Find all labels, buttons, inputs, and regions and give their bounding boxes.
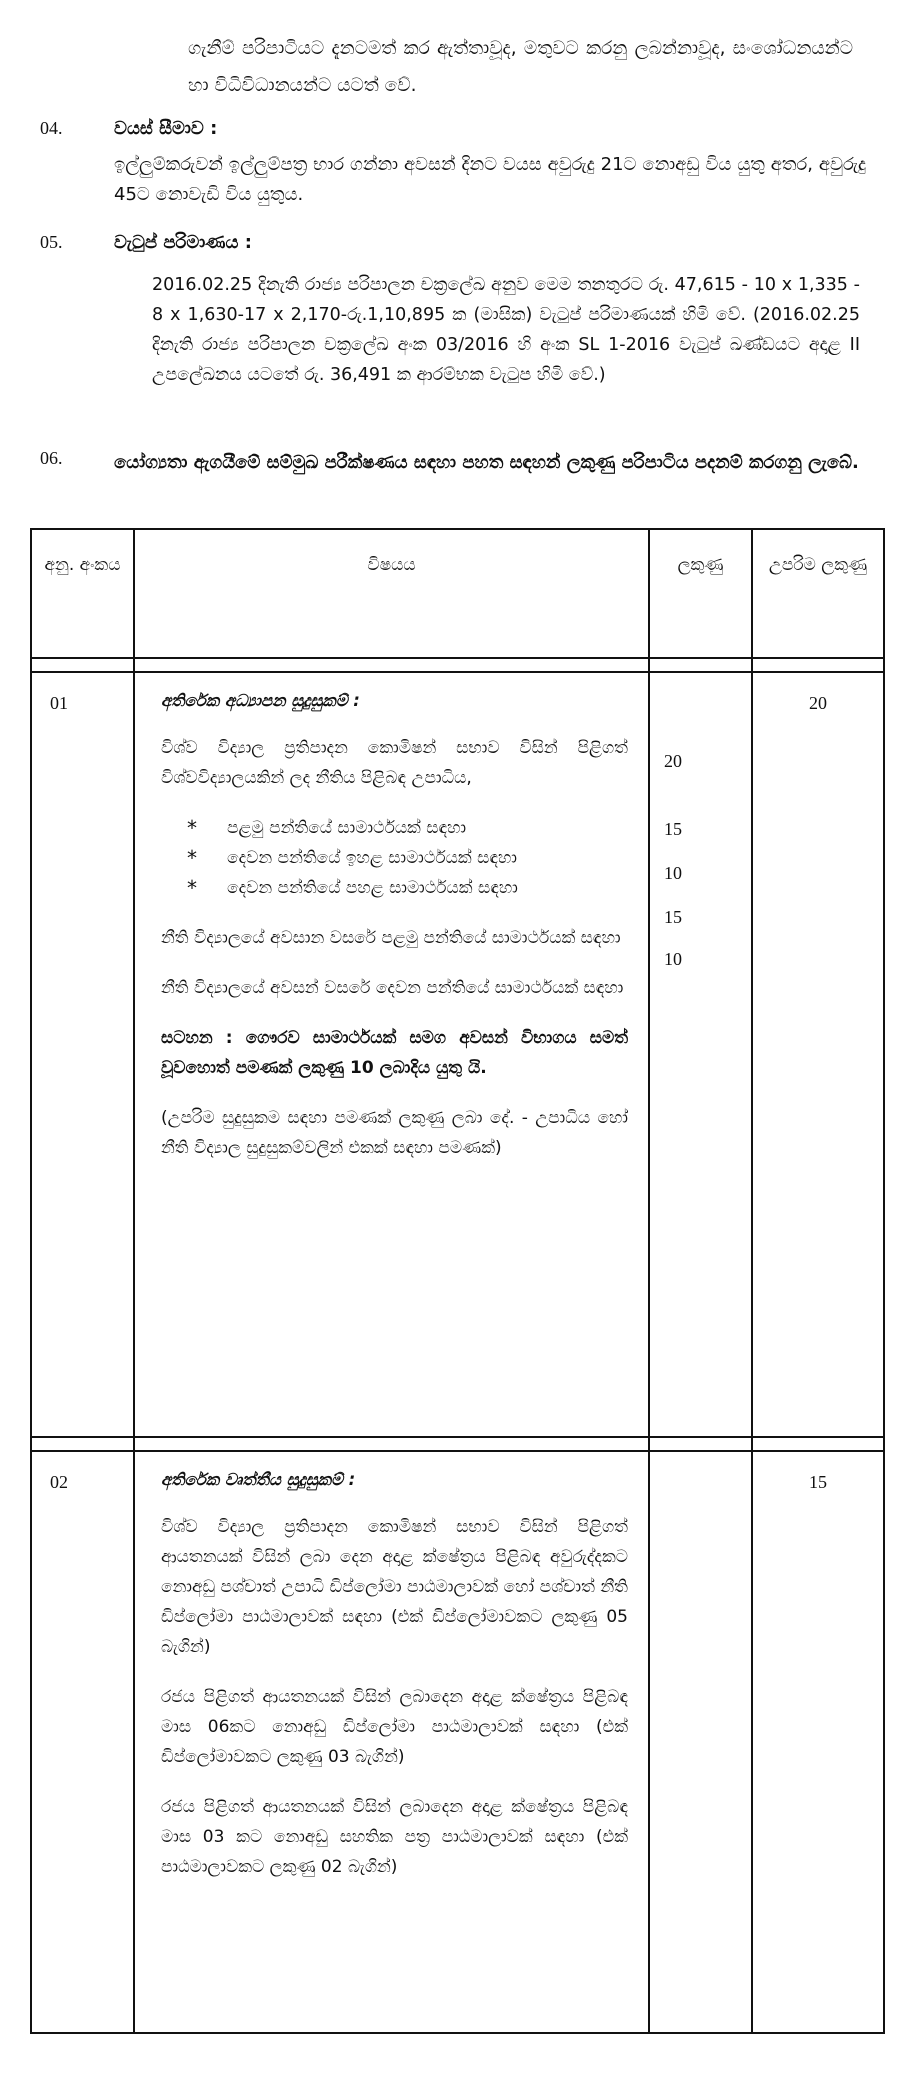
section-salary-scale <box>40 232 870 422</box>
section-age-limit <box>40 118 870 218</box>
section-interview-scheme <box>40 448 870 518</box>
header-subject: විෂයය <box>134 529 649 658</box>
mark-value: 10 <box>664 949 682 969</box>
intro-paragraph: ගැනීම් පරිපාටියට දැනටමත් කර ඇත්තාවූද, මතුවට කරනු ලබන්නාවූද, සංශෝධනයන්ට හා විධිවිධානයන්ට යටත් වේ. <box>188 38 853 96</box>
row-paragraph: රජය පිළිගත් ආයතනයක් විසින් ලබාදෙන අදාළ ක්ෂේත්‍රය පිළිබඳ මාස 03 කට නොඅඩු සහතික පත්‍ර පාඨමාලාවක් සඳහා (එක් පාඨමාලාවකට ලකුණු 02 බැගින්) <box>161 1797 628 1877</box>
bullet-list <box>161 813 628 903</box>
header-serial-no: අනු. අංකය <box>31 529 134 658</box>
mark-value: 15 <box>664 907 682 927</box>
table-row <box>31 672 884 1437</box>
row-max-marks: 20 <box>752 672 884 1437</box>
row-marks <box>649 672 752 1437</box>
row-heading: අතිරේක වෘත්තීය සුදුසුකම් : <box>161 1470 356 1489</box>
row-serial-no: 01 <box>31 672 134 1437</box>
row-subject <box>134 1451 649 2033</box>
section-number: 04. <box>40 118 63 138</box>
header-marks: ලකුණු <box>649 529 752 658</box>
table-row <box>31 1451 884 2033</box>
section-title: වයස් සීමාව : <box>114 118 218 139</box>
row-paragraph: නීති විද්‍යාලයේ අවසන් වසරේ දෙවන පන්තියේ සාමාර්ථයක් සඳහා <box>161 978 624 998</box>
section-number: 05. <box>40 232 63 252</box>
row-subject <box>134 672 649 1437</box>
mark-value: 20 <box>664 751 682 771</box>
section-body: ඉල්ලුම්කරුවන් ඉල්ලුම්පත්‍ර භාර ගන්නා අවසන් දිනට වයස අවුරුදු 21ට නොඅඩු විය යුතු අතර, අවුරුදු 45ට නොවැඩි විය යුතුය. <box>114 154 866 205</box>
row-paragraph: විශ්ව විද්‍යාල ප්‍රතිපාදන කොමිෂන් සභාව විසින් පිළිගත් ආයතනයක් විසින් ලබා දෙන අදාළ ක්ෂේත්‍රය පිළිබඳ අවුරුද්දකට නොඅඩු පශ්චාත් උපාධි ඩිප්ලෝමා පාඨමාලාවක් හෝ පශ්චාත් නීති ඩිප්ලෝමා පාඨමාලාවක් සඳහා (එක් ඩිප්ලෝමාවකට ලකුණු 05 බැගින්) <box>161 1517 628 1657</box>
row-paragraph: රජය පිළිගත් ආයතනයක් විසින් ලබාදෙන අදාළ ක්ෂේත්‍රය පිළිබඳ මාස 06කට නොඅඩු ඩිප්ලෝමා පාඨමාලාවක් සඳහා (එක් ඩිප්ලෝමාවකට ලකුණු 03 බැගින්) <box>161 1687 628 1767</box>
section-number: 06. <box>40 448 63 468</box>
table-header-row <box>31 529 884 658</box>
table-spacer-row <box>31 658 884 672</box>
row-heading: අතිරේක අධ්‍යාපන සුදුසුකම් : <box>161 691 360 710</box>
section-title: යෝග්‍යතා ඇගයීමේ සම්මුඛ පරීක්ෂණය සඳහා පහත සඳහන් ලකුණු පරිපාටිය පදනම් කරගනු ලැබේ. <box>114 452 859 473</box>
table-spacer-row <box>31 1437 884 1451</box>
section-body: 2016.02.25 දිනැති රාජ්‍ය පරිපාලන චක්‍රලේඛ අනුව මෙම තනතුරට රු. 47,615 - 10 x 1,335 - 8 x 1,630-17 x 2,170-රු.1,10,895 ක (මාසික) වැටුප් පරිමාණයක් හිමි වේ. (2016.02.25 දිනැති රාජ්‍ය පරිපාලන චක්‍රලේඛ අංක 03/2016 හි අංක SL 1-2016 වැටුප් ඛණ්ඩයට අදාළ II උපලේඛනය යටතේ රු. 36,491 ක ආරම්භක වැටුප හිමි වේ.) <box>152 275 860 385</box>
row-max-marks: 15 <box>752 1451 884 2033</box>
row-paragraph: (උපරිම සුදුසුකම සඳහා පමණක් ලකුණු ලබා දේ. - උපාධිය හෝ නීති විද්‍යාල සුදුසුකම්වලින් එකක් සඳහා පමණක්) <box>161 1108 628 1158</box>
mark-value: 10 <box>664 863 682 883</box>
list-item: * දෙවන පන්තියේ ඉහළ සාමාර්ථයක් සඳහා <box>187 843 628 873</box>
row-marks <box>649 1451 752 2033</box>
row-paragraph: විශ්ව විද්‍යාල ප්‍රතිපාදන කොමිෂන් සභාව විසින් පිළිගත් විශ්වවිද්‍යාලයකින් ලද නීතිය පිළිබඳ උපාධිය, <box>161 738 628 788</box>
row-paragraph: නීති විද්‍යාලයේ අවසාන වසරේ පළමු පන්තියේ සාමාර්ථයක් සඳහා <box>161 928 621 948</box>
list-item: * පළමු පන්තියේ සාමාර්ථයක් සඳහා <box>187 813 628 843</box>
section-title: වැටුප් පරිමාණය : <box>114 232 252 253</box>
header-max-marks: උපරිම ලකුණු <box>752 529 884 658</box>
mark-value: 15 <box>664 819 682 839</box>
row-note: සටහන : ගෞරව සාමාර්ථයක් සමග අවසන් විභාගය සමත් වූවහොත් පමණක් ලකුණු 10 ලබාදිය යුතු යි. <box>161 1028 628 1078</box>
marking-scheme-table <box>30 528 885 2034</box>
list-item: * දෙවන පන්තියේ පහළ සාමාර්ථයක් සඳහා <box>187 873 628 903</box>
row-serial-no: 02 <box>31 1451 134 2033</box>
